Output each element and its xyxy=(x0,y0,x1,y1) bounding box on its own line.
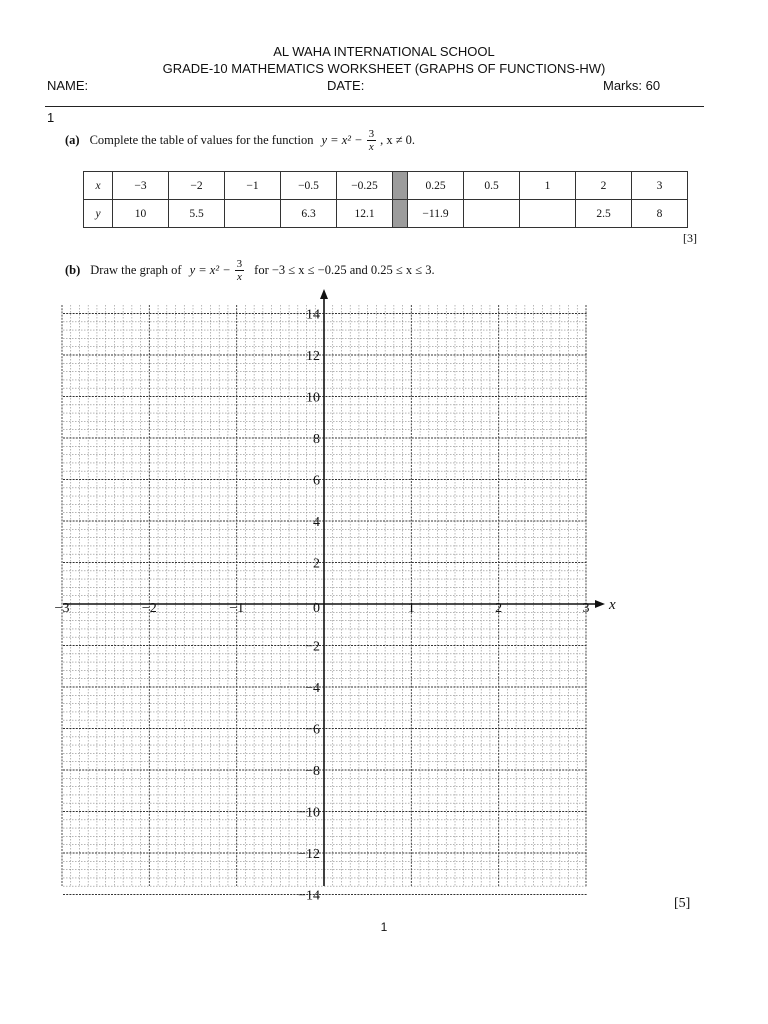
y-cell: 10 xyxy=(113,200,169,228)
page-number: 1 xyxy=(380,920,388,934)
y-header: y xyxy=(84,200,113,228)
x-cell: −0.25 xyxy=(337,172,393,200)
x-cell: −1 xyxy=(225,172,281,200)
y-tick-label: 2 xyxy=(313,556,320,572)
y-tick-label: −2 xyxy=(305,639,320,655)
part-b-frac-num: 3 xyxy=(236,258,243,270)
x-tick-label: 0 xyxy=(313,601,320,616)
total-marks: Marks: 60 xyxy=(603,78,661,93)
y-tick-label: 12 xyxy=(306,349,320,364)
part-a-frac-num: 3 xyxy=(368,128,375,140)
name-label: NAME: xyxy=(47,78,89,93)
part-a-function: y = x² − xyxy=(321,133,363,147)
x-tick-label: −2 xyxy=(141,601,157,616)
x-tick-label: 2 xyxy=(495,601,503,616)
x-tick-label: 1 xyxy=(407,601,415,616)
y-tick-label: −12 xyxy=(298,847,320,862)
part-b-text: Draw the graph of xyxy=(90,263,182,277)
part-a-frac-den: x xyxy=(368,141,374,153)
grid-minor-lines xyxy=(63,305,587,886)
x-tick-label: −3 xyxy=(54,601,70,616)
x-cell: 0.25 xyxy=(408,172,464,200)
x-tick-label: −1 xyxy=(229,601,245,616)
y-tick-label: 4 xyxy=(313,515,320,530)
date-label: DATE: xyxy=(327,78,365,93)
x-cell: 0.5 xyxy=(464,172,520,200)
part-b-label: (b) xyxy=(65,263,81,277)
x-tick-label: 3 xyxy=(582,601,590,616)
x-cell: −2 xyxy=(169,172,225,200)
y-tick-label: 10 xyxy=(306,390,320,406)
y-tick-label: 8 xyxy=(313,432,320,447)
y-axis-arrow xyxy=(320,289,328,299)
x-axis-label: x xyxy=(609,597,616,613)
y-tick-label: −14 xyxy=(298,888,320,904)
y-cell: 6.3 xyxy=(281,200,337,228)
part-a-condition: , x ≠ 0. xyxy=(380,133,416,147)
x-header: x xyxy=(84,172,113,200)
x-axis-arrow xyxy=(595,600,605,608)
question-number: 1 xyxy=(47,110,55,125)
y-tick-label: 6 xyxy=(313,473,320,489)
y-tick-label: 14 xyxy=(306,307,320,323)
x-cell: −3 xyxy=(113,172,169,200)
x-cell: −0.5 xyxy=(281,172,337,200)
part-a-text: Complete the table of values for the function xyxy=(89,133,314,147)
x-cell: 1 xyxy=(520,172,576,200)
worksheet-title: GRADE-10 MATHEMATICS WORKSHEET (GRAPHS OF FUNCTIONS-HW) xyxy=(162,61,606,76)
part-a-label: (a) xyxy=(65,133,80,147)
y-tick-label: −8 xyxy=(305,764,320,779)
y-tick-label: −6 xyxy=(305,722,320,738)
part-b-frac-den: x xyxy=(236,271,242,283)
y-cell: 5.5 xyxy=(169,200,225,228)
x-cell: 3 xyxy=(632,172,688,200)
y-cell: 8 xyxy=(632,200,688,228)
part-b-range: for −3 ≤ x ≤ −0.25 and 0.25 ≤ x ≤ 3. xyxy=(254,263,435,277)
x-cell: 2 xyxy=(576,172,632,200)
part-a-marks: [3] xyxy=(683,231,697,245)
school-name: AL WAHA INTERNATIONAL SCHOOL xyxy=(273,44,495,59)
y-tick-label: −4 xyxy=(305,681,320,696)
part-b-marks: [5] xyxy=(674,896,691,911)
y-cell: 12.1 xyxy=(337,200,393,228)
y-cell: 2.5 xyxy=(576,200,632,228)
part-b-function: y = x² − xyxy=(189,263,231,277)
y-cell: −11.9 xyxy=(408,200,464,228)
y-tick-label: −10 xyxy=(298,805,320,821)
